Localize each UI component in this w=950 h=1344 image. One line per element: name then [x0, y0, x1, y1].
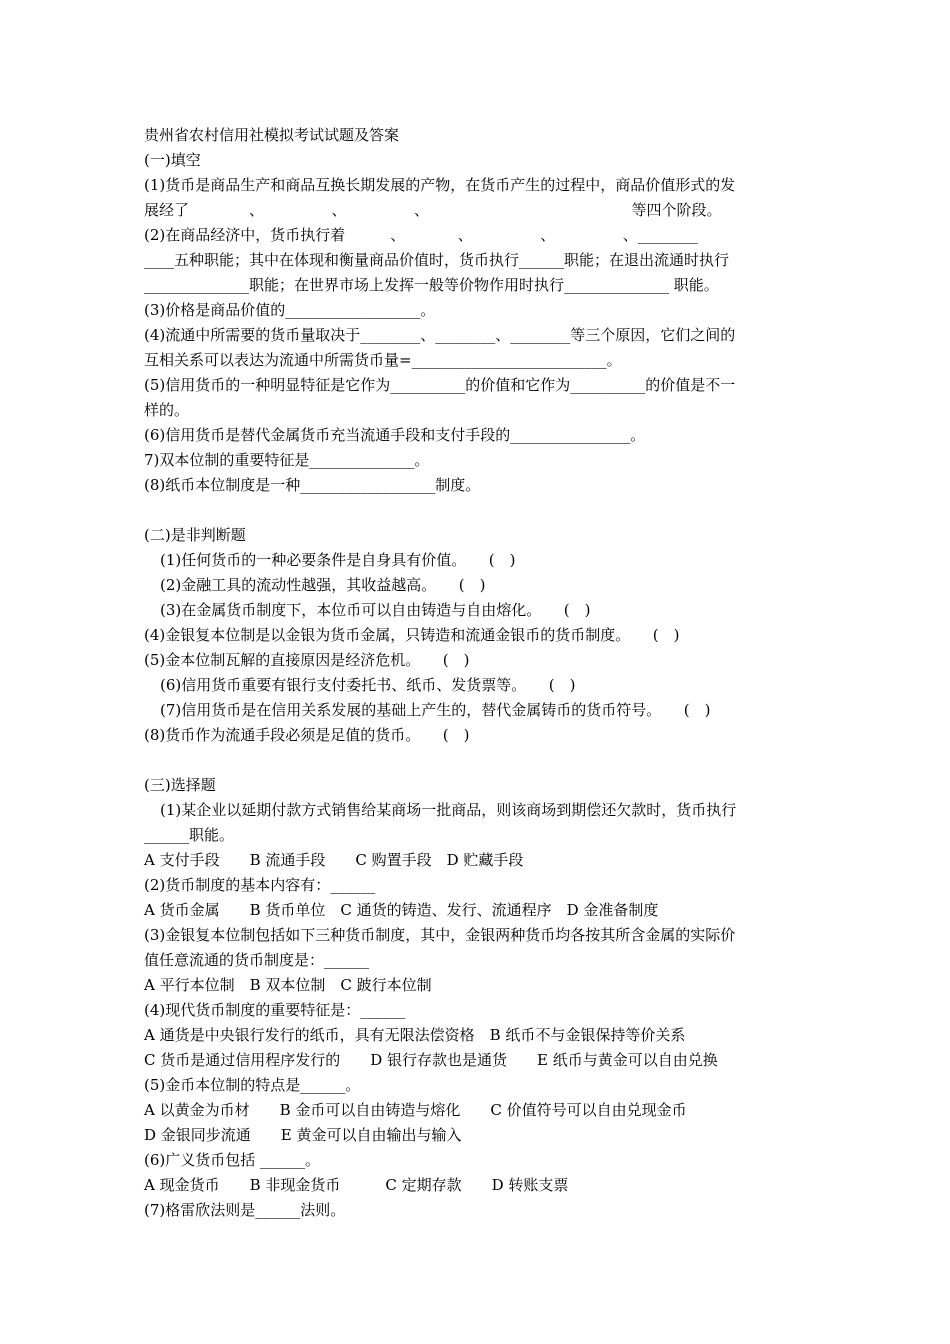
choice-q1-line2: ______职能。: [144, 826, 235, 844]
choice-q5-options-2: D 金银同步流通 E 黄金可以自由输出与输入: [144, 1126, 462, 1144]
fill-q8: (8)纸币本位制度是一种__________________制度。: [144, 476, 481, 494]
choice-q1-line1: (1)某企业以延期付款方式销售给某商场一批商品，则该商场到期偿还欠款时，货币执行: [160, 801, 737, 819]
judge-heading: (二)是非判断题: [144, 526, 246, 544]
fill-q5-line1: (5)信用货币的一种明显特征是它作为__________的价值和它作为__________的价值是不一: [144, 376, 736, 394]
fill-q2-line1: (2)在商品经济中，货币执行着 、 、 、 、________: [144, 226, 698, 244]
fill-q4-line2: 互相关系可以表达为流通中所需货币量=__________________________。: [144, 351, 622, 369]
fill-q1-line2: 展经了 、 、 、 等四个阶段。: [144, 201, 722, 219]
choice-q7: (7)格雷欣法则是______法则。: [144, 1201, 346, 1219]
choice-q5: (5)金币本位制的特点是______。: [144, 1076, 361, 1094]
fill-q2-line2: ____五种职能；其中在体现和衡量商品价值时，货币执行______职能；在退出流通时执行: [144, 251, 730, 269]
choice-q1-options: A 支付手段 B 流通手段 C 购置手段 D 贮藏手段: [144, 851, 524, 869]
choice-q3-options: A 平行本位制 B 双本位制 C 跛行本位制: [144, 976, 432, 994]
choice-q4-options-1: A 通货是中央银行发行的纸币，具有无限法偿资格 B 纸币不与金银保持等价关系: [144, 1026, 686, 1044]
judge-q5: (5)金本位制瓦解的直接原因是经济危机。 ( ): [144, 651, 470, 669]
judge-q8: (8)货币作为流通手段必须是足值的货币。 ( ): [144, 726, 470, 744]
choice-q4: (4)现代货币制度的重要特征是：______: [144, 1001, 406, 1019]
choice-q6: (6)广义货币包括 ______。: [144, 1151, 321, 1169]
fill-q3: (3)价格是商品价值的__________________。: [144, 301, 436, 319]
choice-q5-options-1: A 以黄金为币材 B 金币可以自由铸造与熔化 C 价值符号可以自由兑现金币: [144, 1101, 687, 1119]
document-title: 贵州省农村信用社模拟考试试题及答案: [144, 126, 400, 144]
choice-q6-options: A 现金货币 B 非现金货币 C 定期存款 D 转账支票: [144, 1176, 569, 1194]
fill-q6: (6)信用货币是替代金属货币充当流通手段和支付手段的________________。: [144, 426, 646, 444]
fill-heading: (一)填空: [144, 151, 201, 169]
judge-q2: (2)金融工具的流动性越强，其收益越高。 ( ): [160, 576, 486, 594]
choice-heading: (三)选择题: [144, 776, 216, 794]
fill-q5-line2: 样的。: [144, 401, 190, 419]
choice-q2-options: A 货币金属 B 货币单位 C 通货的铸造、发行、流通程序 D 金准备制度: [144, 901, 659, 919]
fill-q4-line1: (4)流通中所需要的货币量取决于________、________、________等三个原因，它们之间的: [144, 326, 736, 344]
fill-q2-line3: ______________职能；在世界市场上发挥一般等价物作用时执行______________ 职能。: [144, 276, 719, 294]
document-page: [144, 123, 808, 1223]
choice-q2: (2)货币制度的基本内容有：______: [144, 876, 376, 894]
judge-q4: (4)金银复本位制是以金银为货币金属，只铸造和流通金银币的货币制度。 ( ): [144, 626, 680, 644]
judge-q3: (3)在金属货币制度下，本位币可以自由铸造与自由熔化。 ( ): [160, 601, 591, 619]
choice-q4-options-2: C 货币是通过信用程序发行的 D 银行存款也是通货 E 纸币与黄金可以自由兑换: [144, 1051, 718, 1069]
choice-q3-line1: (3)金银复本位制包括如下三种货币制度，其中，金银两种货币均各按其所含金属的实际价: [144, 926, 736, 944]
judge-q1: (1)任何货币的一种必要条件是自身具有价值。 ( ): [160, 551, 516, 569]
spacer: [144, 748, 808, 773]
fill-q7: 7)双本位制的重要特征是______________。: [144, 451, 430, 469]
choice-q3-line2: 值任意流通的货币制度是：______: [144, 951, 370, 969]
fill-q1-line1: (1)货币是商品生产和商品互换长期发展的产物，在货币产生的过程中，商品价值形式的发: [144, 176, 736, 194]
spacer: [144, 498, 808, 523]
judge-q6: (6)信用货币重要有银行支付委托书、纸币、发货票等。 ( ): [160, 676, 576, 694]
judge-q7: (7)信用货币是在信用关系发展的基础上产生的，替代金属铸币的货币符号。 ( ): [160, 701, 711, 719]
